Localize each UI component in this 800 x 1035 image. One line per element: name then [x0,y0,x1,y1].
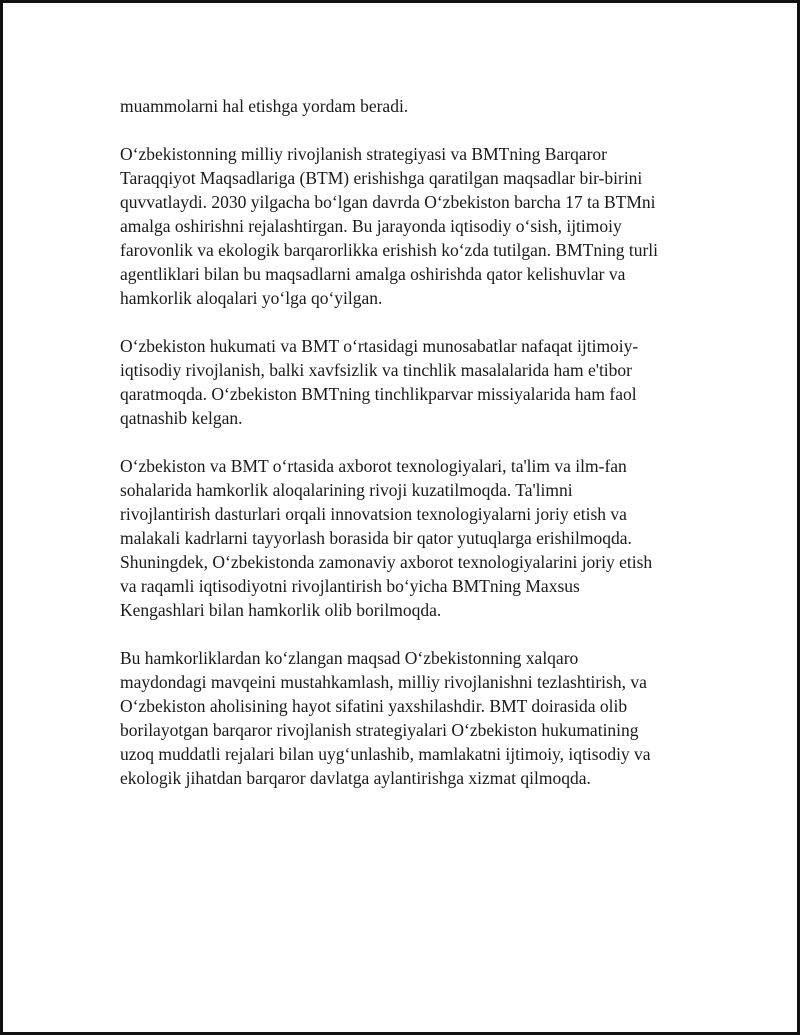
paragraph: O‘zbekiston hukumati va BMT o‘rtasidagi munosabatlar nafaqat ijtimoiy- iqtisodiy rivojlanish, balki xavfsizlik va tinchlik masalalarida ham e'tibor qaratmoqda. O‘zbekiston BMTning tinchlikparvar missiyalarida ham faol qatnashib kelgan. [120,336,639,428]
paragraph: muammolarni hal etishga yordam beradi. [120,96,409,116]
document-body [120,94,710,814]
paragraph: O‘zbekiston va BMT o‘rtasida axborot texnologiyalari, ta'lim va ilm-fan sohalarida hamkorlik aloqalarining rivoji kuzatilmoqda. Ta'limni rivojlantirish dasturlari orqali innovatsion texnologiyalarni joriy etish va malakali kadrlarni tayyorlash borasida bir qator yutuqlarga erishilmoqda. Shuningdek, O‘zbekistonda zamonaviy axborot texnologiyalarini joriy etish va raqamli iqtisodiyotni rivojlantirish bo‘yicha BMTning Maxsus Kengashlari bilan hamkorlik olib borilmoqda. [120,456,653,620]
paragraph: Bu hamkorliklardan ko‘zlangan maqsad O‘zbekistonning xalqaro maydondagi mavqeini mustahkamlash, milliy rivojlanishni tezlashtirish, va O‘zbekiston aholisining hayot sifatini yaxshilashdir. BMT doirasida olib borilayotgan barqaror rivojlanish strategiyalari O‘zbekiston hukumatining uzoq muddatli rejalari bilan uyg‘unlashib, mamlakatni ijtimoiy, iqtisodiy va ekologik jihatdan barqaror davlatga aylantirishga xizmat qilmoqda. [120,648,651,788]
paragraph: O‘zbekistonning milliy rivojlanish strategiyasi va BMTning Barqaror Taraqqiyot Maqsadlariga (BTM) erishishga qaratilgan maqsadlar bir-birini quvvatlaydi. 2030 yilgacha bo‘lgan davrda O‘zbekiston barcha 17 ta BTMni amalga oshirishni rejalashtirgan. Bu jarayonda iqtisodiy o‘sish, ijtimoiy farovonlik va ekologik barqarorlikka erishish ko‘zda tutilgan. BMTning turli agentliklari bilan bu maqsadlarni amalga oshirishda qator kelishuvlar va hamkorlik aloqalari yo‘lga qo‘yilgan. [120,144,659,308]
